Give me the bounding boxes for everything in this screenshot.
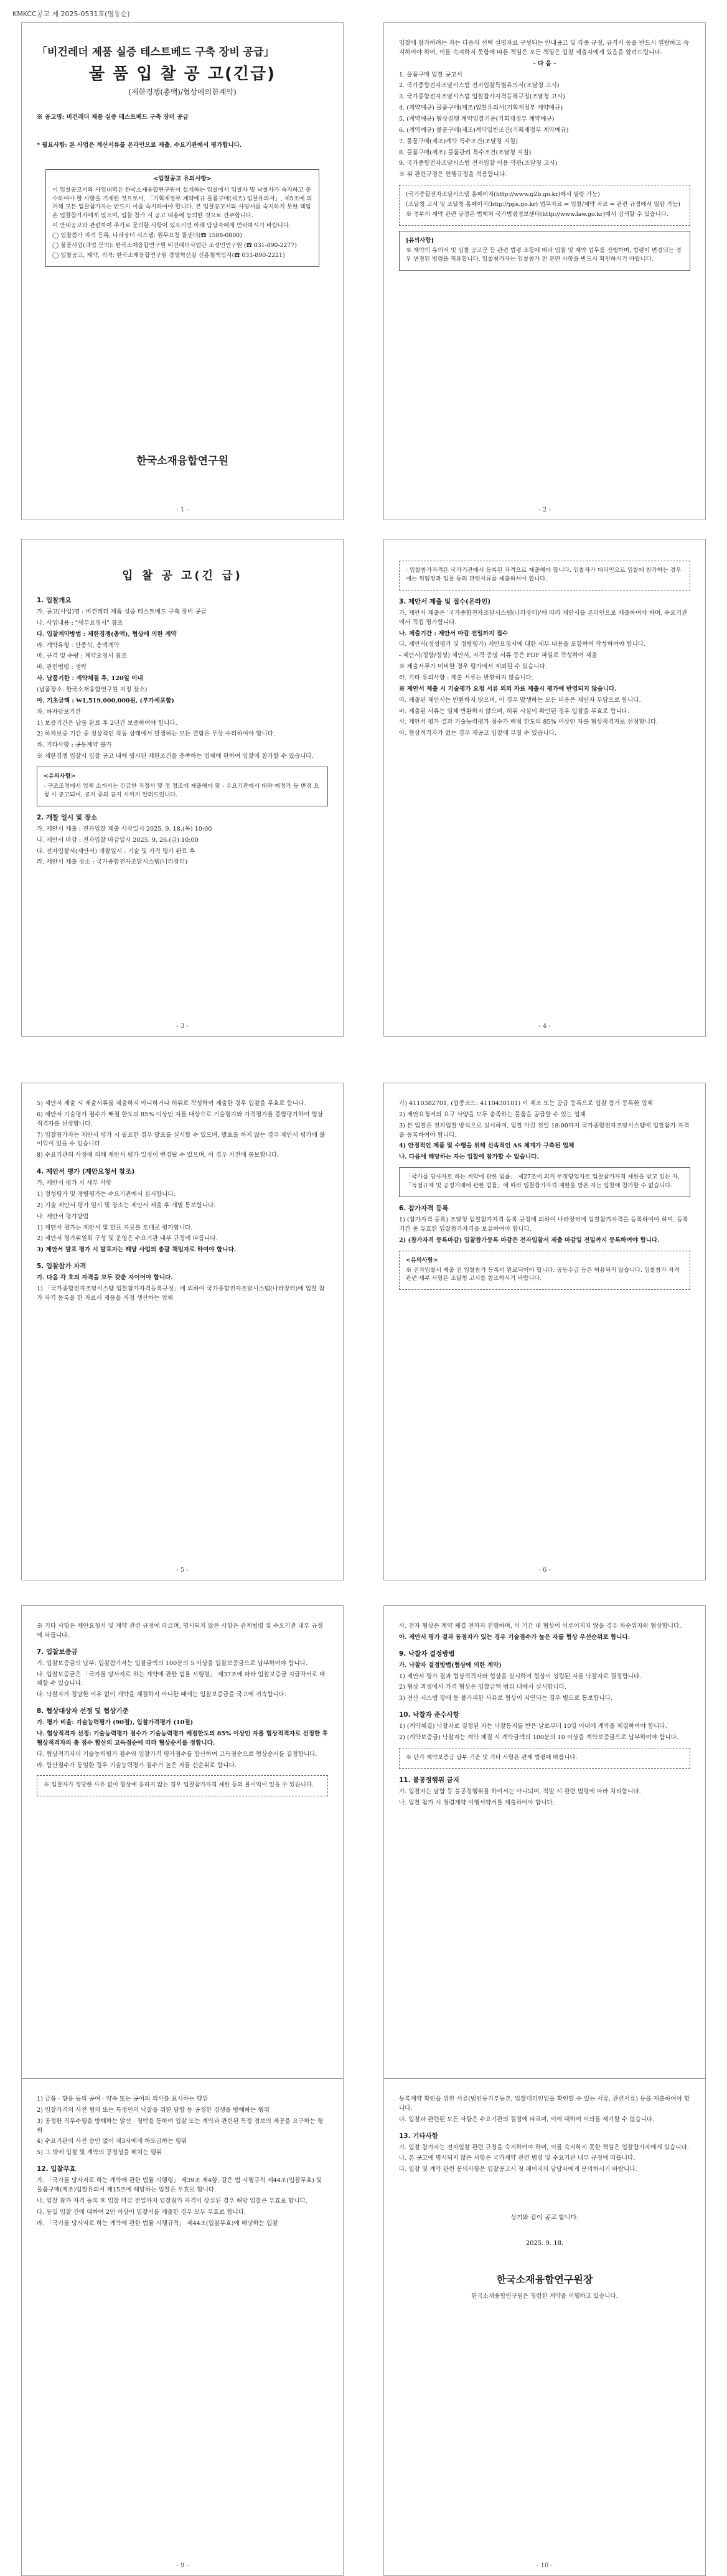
section-heading: 4. 제안서 평가 (제안요청서 참조)	[37, 1168, 135, 1176]
section-heading: 13. 기타사항	[399, 2132, 438, 2140]
line: 3) 본 입찰은 전자입찰 방식으로 실시하며, 입찰 마감 전일 18:00까지 국가종합전자조달시스템에 입찰참가 자격을 등록하여야 합니다.	[399, 1122, 690, 1139]
title-sub: (제한경쟁(총액)/협상에의한계약)	[128, 88, 237, 96]
line: 가. 제안서 평가 시 세부 사항	[37, 1180, 112, 1187]
intro: 입찰에 참가하려는 자는 다음의 선택 설명자료 구성되는 안내공고 및 각종 규정, 규격서 등을 반드시 열람하고 숙지하여야 하며, 이를 숙지하지 못함에 따른 책임은 모든 책임은 입찰 제출자에게 있음을 알려드립니다.	[399, 40, 689, 56]
page-number: - 5 -	[22, 1567, 343, 1574]
line: 가. 입찰보증금의 납부: 입찰참가자는 입찰금액의 100분의 5 이상을 입찰보증금으로 납부하여야 합니다.	[37, 1659, 307, 1667]
line: 2) 하자보증 기간 중 정상적인 작동 상태에서 발생하는 모든 결함은 무상 수리하여야 합니다.	[37, 730, 276, 738]
line: 나. 다음에 해당하는 자는 입찰에 참가할 수 없습니다.	[399, 1154, 539, 1161]
page-number: - 10 -	[384, 2562, 705, 2569]
line: 가. 입찰 참가자는 전자입찰 관련 규정을 숙지하여야 하며, 이를 숙지하지 못한 책임은 입찰참가자에게 있습니다.	[399, 2144, 689, 2151]
line: 2) 제안서 평가위원회 구성 및 운영은 수요기관 내부 규정에 따릅니다.	[37, 1235, 218, 1243]
list-item: 9. 국가종합전자조달시스템 전자입찰 이용 약관(조달청 고시)	[399, 160, 558, 167]
line: 8) 수요기관의 사정에 의해 제안서 평가 일정이 변경될 수 있으며, 이 경우 사전에 통보합니다.	[37, 1152, 279, 1159]
top-note-box	[399, 561, 690, 590]
line: 차. 기타사항 : 공동계약 불가	[37, 742, 112, 749]
section-heading: 11. 불공정행위 금지	[399, 1776, 459, 1784]
line: 가. 낙찰자 결정방법(협상에 의한 계약)	[399, 1661, 502, 1669]
top-note: · 입찰참가자격은 국가기관에서 등록된 자격으로 제출해야 합니다. 입찰자가 대리인으로 입찰에 참가하는 경우에는 위임장과 입찰 등의 관련서류를 제출하셔야 합니다.	[406, 567, 682, 582]
page-number: - 4 -	[384, 1023, 705, 1030]
line: 가. 평가 비율: 기술능력평가 (90점), 입찰가격평가 (10점)	[37, 1719, 194, 1727]
line: 3) 공정한 직무수행을 방해하는 알선 · 청탁을 통하여 입찰 또는 계약과 관련된 특정 정보의 제공을 요구하는 행위	[37, 2117, 324, 2134]
section-heading: 7. 입찰보증금	[37, 1648, 78, 1656]
line: 가. 「국가를 당사자로 하는 계약에 관한 법률 시행령」 제39조 제4항, 같은 법 시행규칙 제44조(입찰무효) 및 물품구매(제조)입찰유의서 제15조에 해당하는 입찰은 무효로 합니다.	[37, 2177, 322, 2194]
list-head: - 다 음 -	[533, 60, 556, 67]
line: 1) 제안서 평가는 제안서 및 발표 자료를 토대로 평가합니다.	[37, 1224, 193, 1231]
section-heading: 12. 입찰무효	[37, 2165, 76, 2173]
line: 다. 협상적격자의 기술능력평가 점수와 입찰가격 평가점수를 합산하여 고득점순으로 협상순서를 결정합니다.	[37, 1750, 317, 1758]
box-text-2: 이 안내공고와 관련하여 추가로 문의할 사항이 있으시면 아래 담당자에게 연락하시기 바랍니다.	[52, 222, 291, 230]
section-heading: 3. 제안서 제출 및 접수(온라인)	[399, 597, 491, 605]
line: 3) 제안서 발표 평가 시 발표자는 해당 사업의 총괄 책임자로 하여야 합니다.	[37, 1246, 237, 1254]
list-item: 3. 국가종합전자조달시스템 입찰참가자격등록규정(조달청 고시)	[399, 93, 565, 101]
section-heading: 1. 입찰개요	[37, 597, 72, 604]
line: 3) 전산 시스템 장애 등 불가피한 사유로 협상이 지연되는 경우 별도로 통보합니다.	[399, 1695, 613, 1702]
line: 나. 입찰보증금은 「국가를 당사자로 하는 계약에 관한 법률 시행령」 제37조에 따라 입찰보증금 지급각서로 대체할 수 있습니다.	[37, 1671, 326, 1687]
page-1	[21, 22, 344, 520]
notice-name: ※ 공고명: 비건레더 제품 실증 테스트베드 구축 장비 공급	[37, 114, 189, 121]
line: 다. 입찰 및 계약 관련 문의사항은 입찰공고서 첫 페이지의 담당자에게 문의하시기 바랍니다.	[399, 2166, 637, 2173]
note-box	[399, 1748, 690, 1769]
note-box	[37, 767, 328, 806]
line: 다. 입찰계약방법 : 제한경쟁(총액), 협상에 의한 계약	[37, 630, 177, 638]
section-heading: 10. 낙찰자 준수사항	[399, 1711, 459, 1719]
list-item: ※ 위 관련규정은 현행규정을 적용합니다.	[399, 171, 507, 179]
line: 다. 동일 입찰 건에 대하여 2인 이상이 입찰서를 제출한 경우 모두 무효로 합니다.	[37, 2208, 246, 2216]
page-number: - 3 -	[22, 1023, 343, 1030]
line: 가. 제안서 제출은 '국가종합전자조달시스템(나라장터)'에 따라 제안서를 온라인으로 제출하여야 하며, 수요기관에서 직접 평가합니다.	[399, 609, 688, 626]
line: 나. 입찰 참가 자격 등록 후 입찰 마감 전일까지 입찰참가 자격이 상실된 경우 해당 입찰은 무효로 합니다.	[37, 2197, 307, 2205]
line: 아. 기초금액 : ₩1,519,000,000원, (부가세포함)	[37, 697, 174, 704]
page-9	[21, 2078, 344, 2576]
restriction-box	[399, 1167, 690, 1197]
caution-title: [유의사항]	[406, 236, 434, 244]
section-heading: 5. 입찰참가 자격	[37, 1262, 87, 1271]
line: 2) 기술 제안서 평가 일시 및 장소는 제안서 제출 후 개별 통보합니다.	[37, 1202, 216, 1209]
line: 가. 입찰자는 담합 등 불공정행위를 하여서는 아니되며, 적발 시 관련 법령에 따라 처리합니다.	[399, 1788, 641, 1795]
line: 라. 기타 유의사항 : 제출 서류는 반환하지 않습니다.	[399, 674, 534, 682]
list-item: 4. (계약예규) 물품구매(제조)입찰유의서(기획재정부 계약예규)	[399, 105, 563, 112]
page-7	[21, 1605, 344, 2103]
line: 바. 제출된 서류는 일체 반환하지 않으며, 허위 사실이 확인된 경우 입찰을 무효로 합니다.	[399, 707, 630, 715]
line: 라. 제안서 제출 장소 : 국가종합전자조달시스템(나라장터)	[37, 859, 188, 866]
line: 1) 「국가종합전자조달시스템 입찰참가자격등록규정」에 의하여 국가종합전자조달시스템(나라장터)에 입찰 참가 자격 등록을 한 자로서 제품을 직접 생산하는 업체	[37, 1286, 325, 1302]
org-name: 한국소재융합연구원	[136, 455, 228, 467]
section-heading: 2. 개찰 일시 및 장소	[37, 813, 97, 821]
page-number: - 6 -	[384, 1567, 705, 1574]
title-main: 물 품 입 찰 공 고(긴급)	[89, 65, 276, 83]
note-text: - 구조조정에서 업체 소개서는 긴급한 지정서 및 정 정조에 제출해야 함 - 수요기관에서 대략 예정가 등 변경 요청 시 공고되며, 공지 중의 공지 시까지 알려드립니다.	[44, 782, 319, 798]
note-title: <유의사항>	[406, 1256, 438, 1264]
reference-line: (국가종합전자조달시스템 홈페이지(http://www.g2b.go.kr)에서 열람 가능)	[406, 191, 600, 198]
line: 아. 제안서 평가 결과 동점자가 있는 경우 기술점수가 높은 자를 협상 우선순위로 합니다.	[399, 1633, 631, 1641]
line: 6) 제안서 기술평가 점수가 배점 한도의 85% 이상인 자를 대상으로 기술평가와 가격평가를 종합평가하여 협상적격자를 선정합니다.	[37, 1111, 324, 1127]
line: 5) 제안서 제출 시 제출서류를 제출하지 아니하거나 허위로 작성하여 제출한 경우 입찰을 무효로 합니다.	[37, 1100, 306, 1107]
line: 가. 공고(사업)명 : 비건레더 제품 실증 테스트베드 구축 장비 공급	[37, 609, 207, 615]
line: 4) 수요기관의 사전 승인 없이 제3자에게 하도급하는 행위	[37, 2138, 187, 2145]
line: (납품장소: 한국소재융합연구원 지정 장소)	[37, 686, 148, 694]
line: 나. 협상적격자 선정: 기술능력평가 점수가 기술능력평가 배점한도의 85% 이상인 자를 협상적격자로 선정한 후 협상적격자의 총 점수 합산의 고득점순에 따라 협상순서를 정합니다.	[37, 1730, 328, 1747]
list-item: 5. (계약예규) 협상집행 계약입찰기준(기획재정부 계약예규)	[399, 116, 555, 123]
line: 가. 제안서 제출 : 전자입찰 제출 시작일시 2025. 9. 18.(목) 10:00	[37, 825, 212, 833]
list-item: 1. 물품구매 입찰 공고서	[399, 71, 462, 78]
line: 2) 제안요청서의 요구 사양을 모두 충족하는 물품을 공급할 수 있는 업체	[399, 1111, 586, 1118]
line: 마. 제출된 제안서는 반환하지 않으며, 이 경우 발생하는 모든 비용은 제안자 부담으로 합니다.	[399, 696, 641, 704]
line: 가. 다음 각 호의 자격을 모두 갖춘 자이어야 합니다.	[37, 1274, 173, 1282]
line: 바. 관련법령 : 생략	[37, 664, 87, 671]
note: * 필요사항: 본 사업은 계산서류를 온라인으로 제출, 수요기관에서 평가합니다.	[37, 141, 242, 149]
page-number: - 1 -	[22, 506, 343, 513]
reference-box	[399, 185, 690, 226]
line: ※ 제출서류가 미비한 경우 평가에서 제외될 수 있습니다.	[399, 663, 547, 671]
line: ※ 제한경쟁 입찰시 입찰 공고 내에 명시된 제한조건을 충족하는 업체에 한하여 입찰에 참가할 수 있습니다.	[37, 753, 314, 760]
header-note: KMKCC공고 제 2025-0531호(명동순)	[12, 10, 130, 18]
line: 라. 합산점수가 동일한 경우 기술능력평가 점수가 높은 자를 선순위로 합니다.	[37, 1762, 237, 1769]
line: 다. 제안서(정성평가 및 정량평가) 제안요청서에 대한 세부 내용을 포함하여 작성하여야 합니다.	[399, 641, 646, 648]
line: 나. 본 공고에 명시되지 않은 사항은 국가계약 관련 법령 및 수요기관 내부 규정에 따릅니다.	[399, 2155, 636, 2162]
signatory-org: 한국소재융합연구원장	[496, 2274, 593, 2286]
line: 2) 협상 과정에서 가격 협상은 입찰금액 범위 내에서 실시합니다.	[399, 1684, 566, 1691]
line: 아. 협상적격자가 없는 경우 재공고 입찰에 부칠 수 있습니다.	[399, 730, 556, 737]
page-8	[383, 1605, 706, 2103]
note-title: <유의사항>	[44, 773, 76, 780]
contact-item: ◯ 물품사업(과업 문의): 한국소재융합연구원 비건레더사업단 조성민연구원 (☎ 031-890-2277)	[52, 242, 297, 250]
line: 가) 4110382701, (업종코드: 4110430101) 이 제조 또는 공급 등록으로 입찰 참가 등록한 업체	[399, 1100, 653, 1107]
line: 마. 규격 및 수량 : 계약요청서 참조	[37, 653, 128, 660]
integrity-note: 한국소재융합연구원은 청렴한 계약을 이행하고 있습니다.	[471, 2293, 618, 2300]
line: 나. 제안서 평가방법	[37, 1213, 89, 1220]
page-10	[383, 2078, 706, 2576]
reference-line: (조달청 고시 및 조달청 홈페이지(http://pps.go.kr) 업무자료 ⇒ 입찰/계약 자료 ⇒ 관련 규정에서 열람 가능)	[406, 201, 680, 208]
line: 자. 하자담보기간	[37, 708, 81, 716]
line: 사. 납품기한 : 계약체결 후, 120일 이내	[37, 675, 143, 683]
page-number: - 9 -	[22, 2562, 343, 2569]
contact-item: ◯ 입찰공고, 계약, 적격: 한국소재융합연구원 경영혁신실 신홍철책임자(☎ 031-890-2221)	[52, 252, 285, 259]
line: 1) (참가자격 등록) 조달청 입찰참가자격 등록 규정에 의하여 나라장터에 입찰참가자격을 등록하여야 하며, 등록 기간 중 유효한 입찰참가자격을 보유하여야 합니다.	[399, 1216, 688, 1233]
line: 나. 제안서 마감 : 전자입찰 마감일시 2025. 9. 26.(금) 10:00	[37, 836, 199, 844]
section-heading: 8. 협상대상자 선정 및 협상기준	[37, 1707, 129, 1715]
line: 2) (참가자격 등록마감) 입찰참가등록 마감은 전자입찰서 제출 마감일 전일까지 등록하여야 합니다.	[399, 1236, 660, 1244]
page-3	[21, 539, 344, 1037]
line: 나. 입찰 참가 시 청렴계약 이행서약서를 제출하여야 합니다.	[399, 1799, 555, 1806]
list-item: 8. 물품구매(제조) 물품관리 특수조건(조달청 지침)	[399, 149, 532, 156]
note-box	[37, 1775, 328, 1796]
note-text: ※ 입찰자가 정당한 사유 없이 협상에 응하지 않는 경우 입찰참가자격 제한 등의 불이익이 있을 수 있습니다.	[44, 1781, 314, 1789]
top-note: ※ 기타 사항은 제안요청서 및 계약 관련 규정에 따르며, 명시되지 않은 사항은 관계법령 및 수요기관 내부 규정에 따릅니다.	[37, 1623, 323, 1639]
line: 라. 「국가를 당사자로 하는 계약에 관한 법률 시행규칙」 제44조(입찰무효)에 해당하는 입찰	[37, 2219, 278, 2227]
line: 1) 제안서 평가 결과 협상적격자와 협상을 실시하여 협상이 성립된 자를 낙찰자로 결정합니다.	[399, 1673, 642, 1680]
line: 5) 그 밖에 입찰 및 계약의 공정성을 해치는 행위	[37, 2149, 162, 2157]
line: 2) 입찰가격의 사전 협의 또는 특정인의 낙찰을 위한 담합 등 공정한 경쟁을 방해하는 행위	[37, 2106, 270, 2114]
page-number: - 2 -	[384, 506, 705, 513]
line: 1) 보증기간은 납품 완료 후 2년간 보증하여야 합니다.	[37, 719, 177, 727]
note-text: ※ 단가 계약보증금 납부 기준 및 기타 사항은 관계 법령에 따릅니다.	[406, 1753, 578, 1761]
caution-box	[45, 169, 319, 267]
line: 동록계약 확인을 위한 서류(법인등기부등본, 입찰대리인임을 확인할 수 있는 서류, 관련서류) 등을 제출하여야 합니다.	[399, 2096, 690, 2112]
list-item: 2. 국가종합전자조달시스템 전자입찰특별유의서(조달청 고시)	[399, 82, 560, 90]
page-title: 입 찰 공 고(긴 급)	[122, 569, 243, 582]
list-item: 7. 물품구매(제조)계약 특수조건(조달청 지침)	[399, 138, 518, 145]
line: 4) 안정적인 제품 및 수행을 위해 신속적인 AS 체계가 구축된 업체	[399, 1142, 575, 1150]
note-text: ※ 전자입찰서 제출 전 입찰참가 등록이 완료되어야 합니다. 공동수급 등은 허용되지 않습니다. 입찰참가 자격 관련 세부 사항은 조달청 고시를 참조하시기 바랍니다.	[406, 1266, 680, 1282]
title-line: 「비건레더 제품 실증 테스트베드 구축 장비 공급」	[37, 46, 274, 58]
line: - 제안서(정량/정성) 제안서, 자격 증명 서류 등은 PDF 파일로 작성하여 제출	[399, 652, 598, 660]
line: 나. 사업내용 : "세부요청서" 참조	[37, 619, 123, 627]
line: 다. 낙찰자가 정당한 이유 없이 계약을 체결하지 아니한 때에는 입찰보증금을 국고에 귀속합니다.	[37, 1691, 287, 1699]
notice-date: 2025. 9. 18.	[525, 2240, 564, 2247]
caution-text: ※ 계약의 유의서 및 입찰 공고문 등 관련 법령 조항에 따라 입찰 및 계약 업무를 진행하며, 법령이 변경되는 경우 변경된 법령을 적용합니다. 입찰참가자는 입찰참가 전 관련 사항을 반드시 확인하시기 바랍니다.	[406, 246, 682, 263]
box-title: <입찰공고 유의사항>	[153, 175, 212, 182]
closing-statement: 상기와 같이 공고 합니다.	[510, 2214, 579, 2222]
caution-box	[399, 231, 690, 271]
page-2	[383, 22, 706, 520]
line: 라. 계약유형 : 단종식, 총액계약	[37, 642, 120, 649]
page-5	[21, 1083, 344, 1580]
reference-line: ※ 정부의 계약 관련 규정은 법제처 국가법령정보센터(http://www.law.go.kr)에서 검색할 수 있습니다.	[406, 211, 668, 218]
page-4	[383, 539, 706, 1037]
list-item: 6. (계약예규) 물품구매(제조)계약일반조건(기획재정부 계약예규)	[399, 126, 569, 134]
restriction-text: 「국가를 당사자로 하는 계약에 관한 법률」 제27조에 의거 부정당업자로 입찰참가자격 제한을 받고 있는 자, 「독점규제 및 공정거래에 관한 법률」에 따라 입찰참가자격 제한을 받은 자는 입찰에 참가할 수 없습니다.	[406, 1174, 680, 1190]
section-heading: 6. 참가자격 등록	[399, 1205, 449, 1213]
line: 나. 제출기간 : 제안서 마감 전일까지 접수	[399, 630, 509, 637]
line: 1) 금품 · 향응 등의 공여 · 약속 또는 공여의 의사를 표시하는 행위	[37, 2096, 208, 2102]
box-text: 이 입찰공고서와 사업내역은 한국소재융합연구원이 설계하는 입찰에서 입찰자 및 낙찰자가 숙지하고 준수하여야 할 사항을 기재한 것으로서, 「기획재정부 계약예규 물품구매(제조) 입찰유의서」, 제5조에 의거해 모든 입찰참가자는 반드시 이를 숙지하여야 합니다. 본 입찰공고서와 사양서를 숙지하지 못한 책임은 입찰참가자에게 있으며, 입찰 참가 시 공고 내용에 동의한 것으로 간주합니다.	[52, 186, 312, 220]
line: 2) (계약보증금) 낙찰자는 계약 체결 시 계약금액의 100분의 10 이상을 계약보증금으로 납부하여야 합니다.	[399, 1734, 678, 1742]
line: 7) 입찰참가자는 제안서 평가 시 필요한 경우 발표를 실시할 수 있으며, 발표를 하지 않는 경우 제안서 평가에 불이익이 있을 수 있습니다.	[37, 1131, 326, 1148]
page-6	[383, 1083, 706, 1580]
section-heading: 9. 낙찰자 결정방법	[399, 1650, 455, 1658]
note-box	[399, 1251, 690, 1290]
line: 다. 입찰과 관련된 모든 사항은 수요기관의 결정에 따르며, 이에 대하여 이의를 제기할 수 없습니다.	[399, 2116, 655, 2123]
line: 사. 전자 협상은 계약 체결 전까지 진행하며, 이 기간 내 협상이 이루어지지 않을 경우 차순위자와 협상합니다.	[399, 1623, 682, 1630]
line: 1) (계약체결) 낙찰자로 결정된 자는 낙찰통지를 받은 날로부터 10일 이내에 계약을 체결하여야 합니다.	[399, 1723, 667, 1730]
line: 1) 정성평가 및 정량평가는 수요기관에서 실시합니다.	[37, 1191, 176, 1198]
line: 사. 제안서 평가 결과 기술능력평가 점수가 배점 한도의 85% 이상인 자를 협상적격자로 선정합니다.	[399, 719, 659, 726]
contact-item: ◯ 입찰참가 자격 등록, 나라장터 시스템: 원무요청 콜센터(☎ 1588-0800)	[52, 232, 242, 240]
warning: ※ 제안서 제출 시 기술평가 요청 서류 외의 자료 제출시 평가에 반영되지 않습니다.	[399, 685, 617, 693]
line: 다. 전자입찰서(제안서) 개찰일시 : 기술 및 가격 평가 완료 후	[37, 847, 195, 855]
